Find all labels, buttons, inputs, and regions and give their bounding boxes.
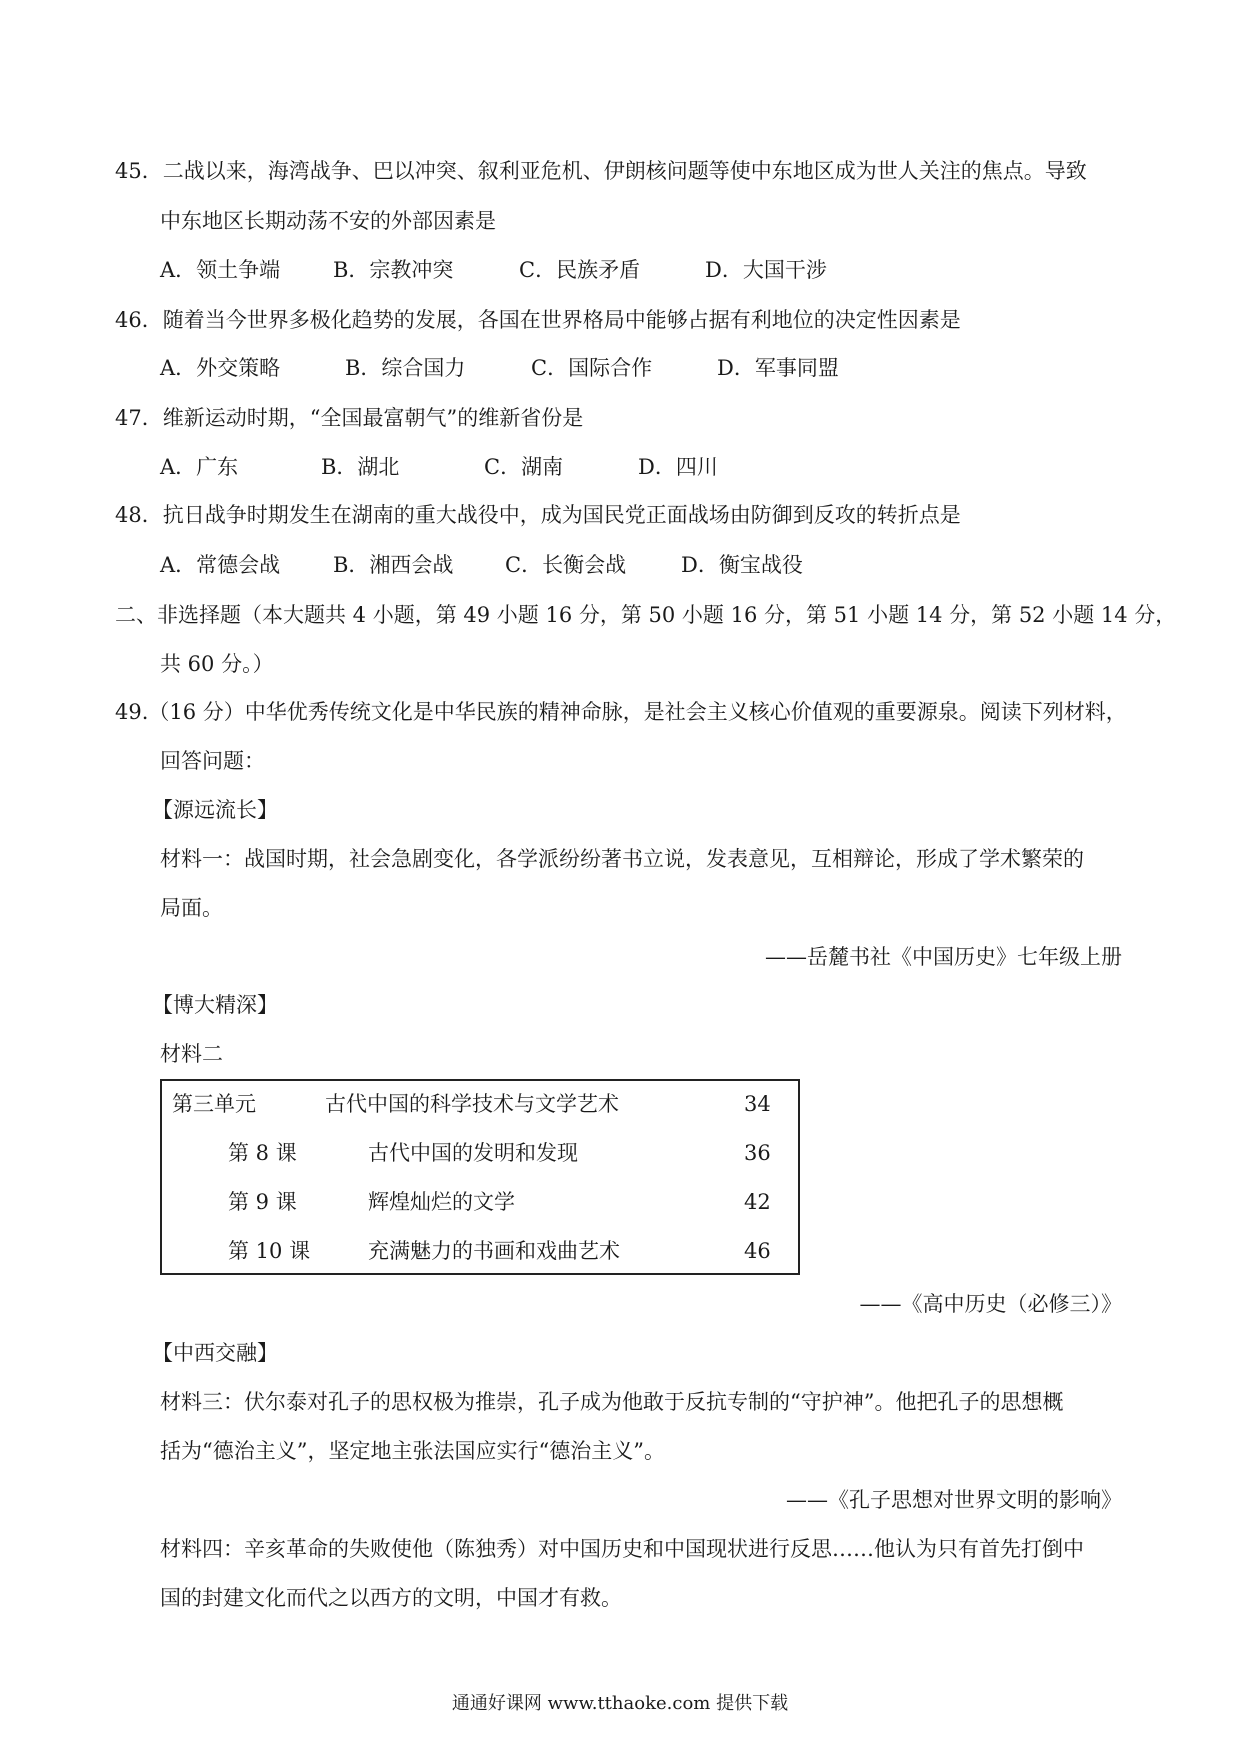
material2-source: ——《高中历史（必修三）》: [859, 1292, 1122, 1316]
toc-row: [162, 1236, 798, 1266]
material1-line1: 材料一：战国时期，社会急剧变化，各学派纷纷著书立说，发表意见，互相辩论，形成了学术繁荣的: [160, 847, 1084, 871]
q48-option-b: B．湘西会战: [333, 553, 454, 577]
toc-page: 36: [744, 1141, 771, 1165]
q47-stem: 47．维新运动时期，“全国最富朝气”的维新省份是: [115, 406, 584, 430]
material1-source: ——岳麓书社《中国历史》七年级上册: [765, 945, 1122, 969]
toc-row: [162, 1187, 798, 1217]
page-footer: 通通好课网 www.tthaoke.com 提供下载: [451, 1693, 789, 1714]
material3-source: ——《孔子思想对世界文明的影响》: [786, 1488, 1122, 1512]
section2-heading-line1: 二、非选择题（本大题共 4 小题，第 49 小题 16 分，第 50 小题 16 分，第 51 小题 14 分，第 52 小题 14 分，: [115, 603, 1177, 627]
q45-option-a: A．领土争端: [160, 258, 281, 282]
toc-title: 充满魅力的书画和戏曲艺术: [368, 1239, 620, 1263]
q49-stem-line1: 49.（16 分）中华优秀传统文化是中华民族的精神命脉，是社会主义核心价值观的重要源泉。阅读下列材料，: [115, 700, 1127, 724]
q46-stem: 46．随着当今世界多极化趋势的发展，各国在世界格局中能够占据有利地位的决定性因素是: [115, 308, 961, 332]
q47-option-b: B．湖北: [321, 455, 400, 479]
material3-line1: 材料三：伏尔泰对孔子的思权极为推崇，孔子成为他敢于反抗专制的“守护神”。他把孔子的思想概: [160, 1390, 1064, 1414]
q45-option-d: D．大国干涉: [705, 258, 827, 282]
toc-row: [162, 1138, 798, 1168]
q47-option-d: D．四川: [638, 455, 718, 479]
heading-zhongxi: 【中西交融】: [152, 1341, 278, 1365]
q45-option-b: B．宗教冲突: [333, 258, 454, 282]
toc-title: 古代中国的科学技术与文学艺术: [325, 1092, 619, 1116]
heading-yuanyuan: 【源远流长】: [152, 798, 278, 822]
material4-line1: 材料四：辛亥革命的失败使他（陈独秀）对中国历史和中国现状进行反思……他认为只有首先打倒中: [160, 1537, 1084, 1561]
material4-line2: 国的封建文化而代之以西方的文明，中国才有救。: [160, 1586, 622, 1610]
q48-stem: 48．抗日战争时期发生在湖南的重大战役中，成为国民党正面战场由防御到反攻的转折点是: [115, 503, 961, 527]
material2-toc-box: [160, 1079, 800, 1275]
q46-option-b: B．综合国力: [345, 356, 466, 380]
toc-unit: 第 10 课: [228, 1239, 311, 1263]
q46-option-d: D．军事同盟: [717, 356, 839, 380]
q46-option-c: C．国际合作: [531, 356, 653, 380]
q46-option-a: A．外交策略: [160, 356, 281, 380]
toc-title: 古代中国的发明和发现: [368, 1141, 578, 1165]
q48-option-a: A．常德会战: [160, 553, 281, 577]
material2-label: 材料二: [160, 1042, 223, 1066]
q48-option-c: C．长衡会战: [505, 553, 627, 577]
toc-row: [162, 1089, 798, 1119]
toc-page: 46: [744, 1239, 771, 1263]
q45-stem-line2: 中东地区长期动荡不安的外部因素是: [160, 209, 496, 233]
toc-page: 42: [744, 1190, 771, 1214]
q47-option-c: C．湖南: [484, 455, 564, 479]
toc-unit: 第 9 课: [228, 1190, 297, 1214]
heading-boda: 【博大精深】: [152, 993, 278, 1017]
q45-option-c: C．民族矛盾: [519, 258, 641, 282]
toc-page: 34: [744, 1092, 771, 1116]
q45-stem-line1: 45．二战以来，海湾战争、巴以冲突、叙利亚危机、伊朗核问题等使中东地区成为世人关注的焦点。导致: [115, 159, 1087, 183]
toc-unit: 第 8 课: [228, 1141, 297, 1165]
material1-line2: 局面。: [160, 896, 223, 920]
material3-line2: 括为“德治主义”，坚定地主张法国应实行“德治主义”。: [160, 1439, 665, 1463]
toc-unit: 第三单元: [172, 1092, 256, 1116]
q47-option-a: A．广东: [160, 455, 239, 479]
toc-title: 辉煌灿烂的文学: [368, 1190, 515, 1214]
section2-heading-line2: 共 60 分。）: [160, 652, 274, 676]
q49-stem-line2: 回答问题：: [160, 749, 265, 773]
q48-option-d: D．衡宝战役: [681, 553, 803, 577]
